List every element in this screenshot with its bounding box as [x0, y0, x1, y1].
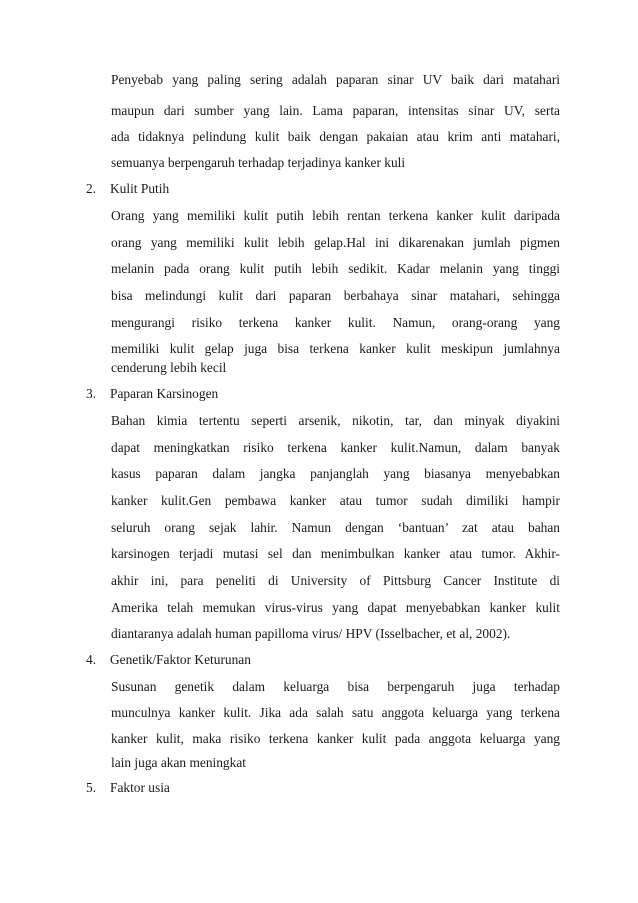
paragraph-line: Bahan kimia tertentu seperti arsenik, nikotin, tar, dan minyak diyakini [111, 413, 560, 428]
paragraph-line: Penyebab yang paling sering adalah paparan sinar UV baik dari matahari [111, 72, 560, 87]
paragraph-line: lain juga akan meningkat [111, 755, 246, 770]
list-number: 5. [86, 780, 97, 795]
list-heading-paparan-karsinogen [86, 386, 218, 402]
list-heading-kulit-putih [86, 181, 169, 197]
paragraph-line: cenderung lebih kecil [111, 360, 227, 375]
paragraph-line: bisa melindungi kulit dari paparan berbahaya sinar matahari, sehingga [111, 288, 560, 303]
paragraph-line: dapat meningkatkan risiko terkena kanker kulit.Namun, dalam banyak [111, 440, 560, 455]
list-number: 3. [86, 386, 97, 401]
list-title: Kulit Putih [110, 181, 170, 196]
list-title: Genetik/Faktor Keturunan [110, 652, 251, 667]
list-title: Paparan Karsinogen [110, 386, 219, 401]
paragraph-line: kanker kulit.Gen pembawa kanker atau tumor sudah dimiliki hampir [111, 493, 560, 508]
paragraph-line: mengurangi risiko terkena kanker kulit. Namun, orang-orang yang [111, 315, 560, 330]
paragraph-line: memiliki kulit gelap juga bisa terkena kanker kulit meskipun jumlahnya [111, 341, 560, 356]
paragraph-line: munculnya kanker kulit. Jika ada salah satu anggota keluarga yang terkena [111, 705, 560, 720]
paragraph-line: semuanya berpengaruh terhadap terjadinya kanker kuli [111, 155, 406, 170]
paragraph-line: kasus paparan dalam jangka panjanglah yang biasanya menyebabkan [111, 466, 560, 481]
paragraph-line: seluruh orang sejak lahir. Namun dengan ‘bantuan’ zat atau bahan [111, 520, 560, 535]
paragraph-line: orang yang memiliki kulit lebih gelap.Hal ini dikarenakan jumlah pigmen [111, 235, 560, 250]
list-number: 2. [86, 181, 97, 196]
list-heading-faktor-usia [86, 780, 170, 796]
paragraph-line: Amerika telah memukan virus-virus yang dapat menyebabkan kanker kulit [111, 600, 560, 615]
list-heading-genetik [86, 652, 251, 668]
paragraph-line: ada tidaknya pelindung kulit baik dengan pakaian atau krim anti matahari, [111, 129, 560, 144]
paragraph-line: Orang yang memiliki kulit putih lebih rentan terkena kanker kulit daripada [111, 208, 560, 223]
paragraph-line: Susunan genetik dalam keluarga bisa berpengaruh juga terhadap [111, 679, 560, 694]
paragraph-line: maupun dari sumber yang lain. Lama paparan, intensitas sinar UV, serta [111, 103, 560, 118]
paragraph-line: kanker kulit, maka risiko terkena kanker kulit pada anggota keluarga yang [111, 731, 560, 746]
paragraph-line: melanin pada orang kulit putih lebih sedikit. Kadar melanin yang tinggi [111, 261, 560, 276]
list-title: Faktor usia [110, 780, 170, 795]
list-number: 4. [86, 652, 97, 667]
paragraph-line: karsinogen terjadi mutasi sel dan menimbulkan kanker atau tumor. Akhir- [111, 546, 560, 561]
paragraph-line: diantaranya adalah human papilloma virus/ HPV (Isselbacher, et al, 2002). [111, 626, 511, 641]
paragraph-line: akhir ini, para peneliti di University of Pittsburg Cancer Institute di [111, 573, 560, 588]
